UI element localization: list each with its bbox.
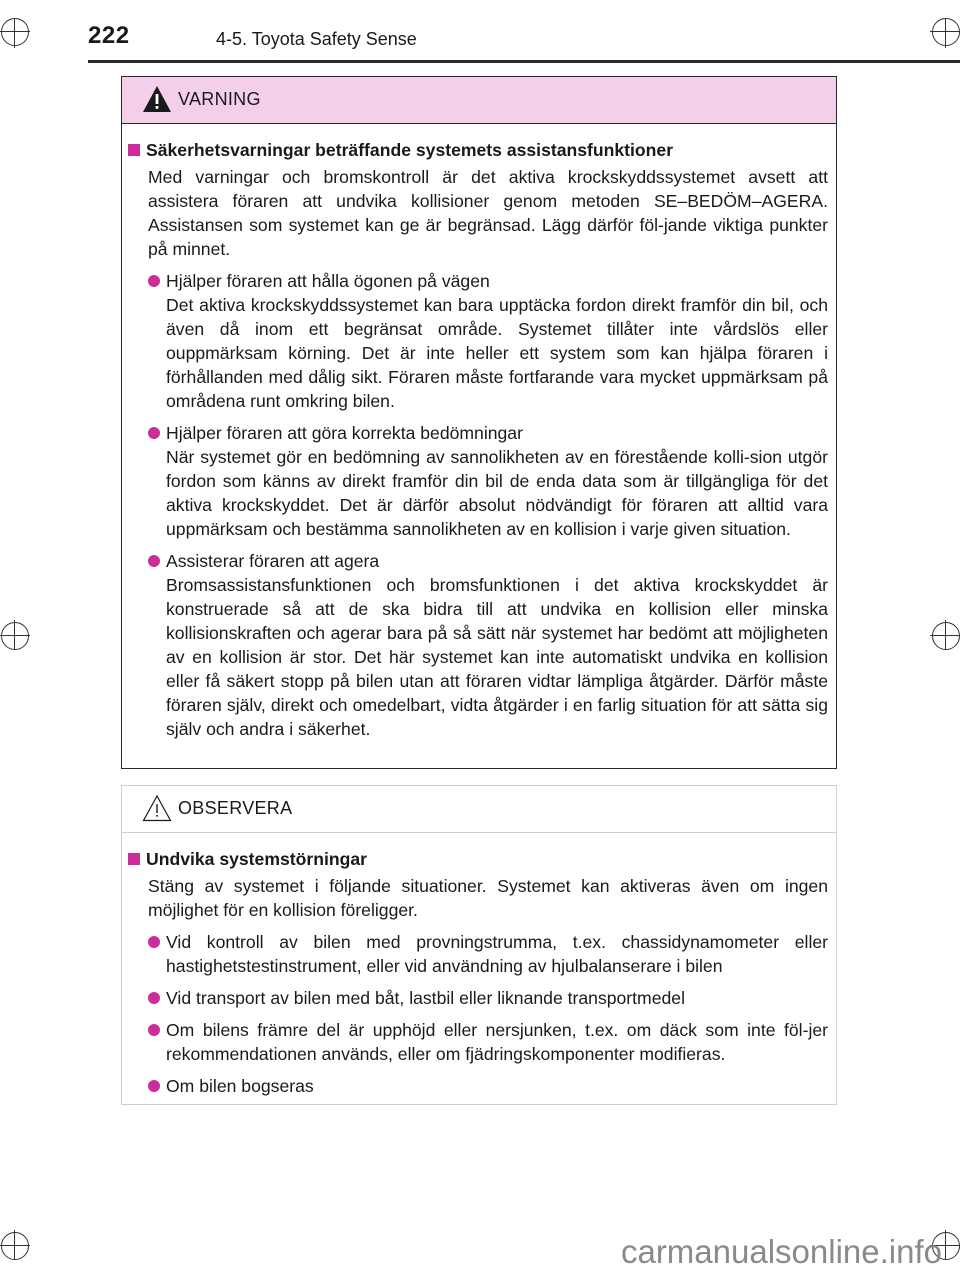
warning-box-header [122,77,836,124]
notice-heading-text: Undvika systemstörningar [146,849,367,869]
watermark[interactable]: carmanualsonline.info [620,1233,942,1270]
section-title: 4-5. Toyota Safety Sense [216,29,417,49]
square-bullet-icon [128,144,140,156]
circle-bullet-icon [148,936,160,948]
list-item [128,269,828,413]
list-item [128,1018,828,1066]
notice-triangle-icon [142,794,172,822]
notice-box [121,785,837,1105]
header-rule [88,60,960,63]
warning-body [122,124,836,741]
list-item-text: Vid transport av bilen med båt, lastbil eller liknande transportmedel [166,988,685,1008]
warning-title: VARNING [178,89,261,109]
warning-intro: Med varningar och bromskontroll är det aktiva krockskyddssystemet avsett att assistera föraren att undvika kollisioner genom metoden SE–BEDÖM–AGERA. Assistansen som systemet kan ge är begränsad. Lägg därför föl-jande viktiga punkter på minnet. [148,167,828,259]
warning-heading [128,138,828,162]
circle-bullet-icon [148,427,160,439]
circle-bullet-icon [148,1024,160,1036]
list-item-text: Om bilens främre del är upphöjd eller nersjunken, t.ex. om däck som inte föl-jer rekommendationen används, eller om fjädringskomponenter modifieras. [166,1020,828,1064]
circle-bullet-icon [148,555,160,567]
list-item-text: Vid kontroll av bilen med provningstrumma, t.ex. chassidynamometer eller hastighetstestinstrument, eller vid användning av hjulbalanserare i bilen [166,932,828,976]
warning-triangle-icon [142,85,172,113]
list-item-text: När systemet gör en bedömning av sannolikheten av en förestående kolli-sion utgör fordon som känns av direkt framför din bil de enda data som är tillgängliga för det aktiva krockskyddet. Det är därför absolut nödvändigt för föraren att alltid vara uppmärksam och bestämma sannolikheten av en kollision i varje given situation. [166,447,828,539]
list-item [128,986,828,1010]
list-item-title: Hjälper föraren att göra korrekta bedömningar [166,423,523,443]
list-item [128,1074,828,1098]
notice-box-header [122,786,836,833]
list-item [128,421,828,541]
page-header [0,0,960,64]
list-item-title: Assisterar föraren att agera [166,551,380,571]
warning-box [121,76,837,769]
notice-heading [128,847,828,871]
list-item-text: Om bilen bogseras [166,1076,314,1096]
list-item [128,930,828,978]
circle-bullet-icon [148,992,160,1004]
notice-title: OBSERVERA [178,798,293,818]
square-bullet-icon [128,853,140,865]
circle-bullet-icon [148,1080,160,1092]
notice-intro: Stäng av systemet i följande situationer. Systemet kan aktiveras även om ingen möjlighet för en kollision föreligger. [148,876,828,920]
notice-body [122,833,836,1098]
list-item-title: Hjälper föraren att hålla ögonen på vägen [166,271,490,291]
warning-heading-text: Säkerhetsvarningar beträffande systemets assistansfunktioner [146,140,674,160]
circle-bullet-icon [148,275,160,287]
list-item-text: Bromsassistansfunktionen och bromsfunktionen i det aktiva krockskyddet är konstruerade så att de ska bidra till att undvika en kollision eller minska kollisionskraften och agerar bara på så sätt när systemet har bedömt att möjligheten av en kollision är stor. Det här systemet kan inte automatiskt undvika en kollision eller få säkert stopp på bilen utan att föraren vidtar lämpliga åtgärder. Därför måste föraren själv, direkt och omedelbart, vidta åtgärder i en farlig situation för att sätta sig själv och andra i säkerhet. [166,575,828,739]
list-item [128,549,828,741]
page-number: 222 [88,22,130,49]
list-item-text: Det aktiva krockskyddssystemet kan bara upptäcka fordon direkt framför din bil, och även då inom ett begränsat område. Systemet tillåter inte vårdslös eller ouppmärksam körning. Det är inte heller ett system som kan hjälpa föraren i förhållanden med dålig sikt. Föraren måste fortfarande vara mycket uppmärksam på områdena runt omkring bilen. [166,295,828,411]
